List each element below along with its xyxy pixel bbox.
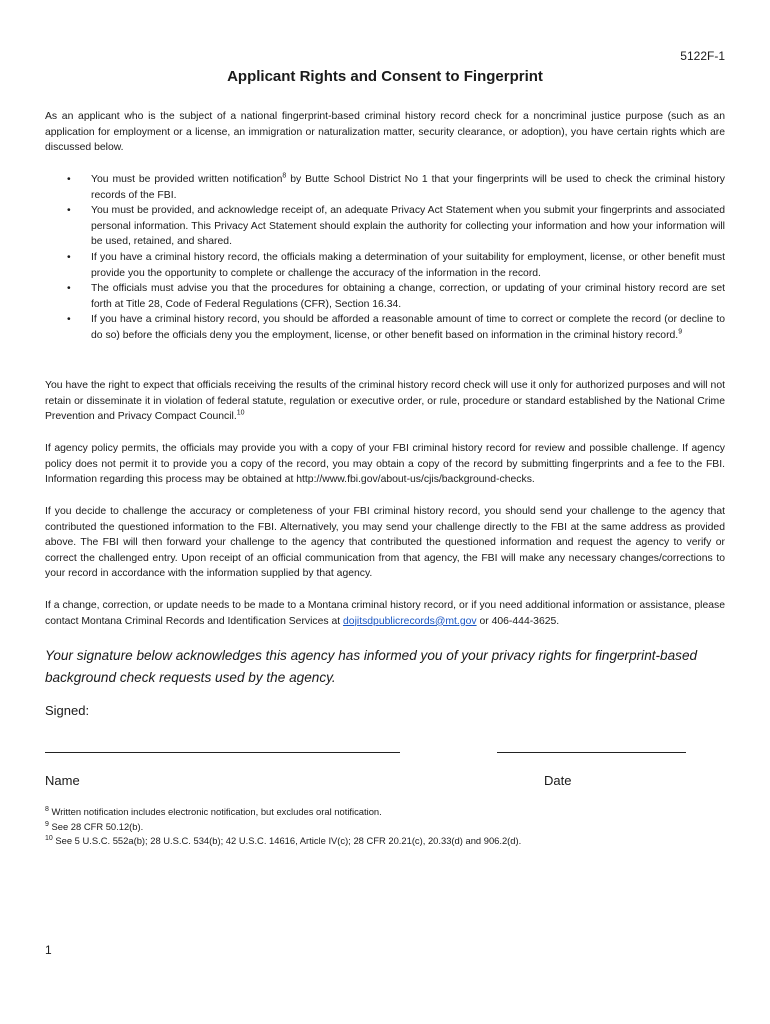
rights-item-text-cont: by Butte School District No 1 that your fingerprints will be used to check the criminal history records of the FBI. xyxy=(91,174,725,201)
footnote-ref: 8 xyxy=(282,172,287,180)
rights-item-text: If you have a criminal history record, the officials making a determination of your suitability for employment, license, or other benefit must provide you the opportunity to complete or challenge the accuracy of the information in the record. xyxy=(91,251,725,279)
rights-item-text: You must be provided, and acknowledge receipt of, an adequate Privacy Act Statement when you submit your fingerprints and associated personal information. This Privacy Act Statement should explain the authority for collecting your information and how your information will be used, retained, and shared. xyxy=(91,205,725,248)
bullet-icon: • xyxy=(67,283,71,295)
rights-list-item xyxy=(45,203,725,250)
rights-list-item xyxy=(45,250,725,281)
record-copy-paragraph: If agency policy permits, the officials may provide you with a copy of your FBI criminal history record for review and possible challenge. If agency policy does not permit it to provide you a copy of the record, you may obtain a copy of the record by submitting fingerprints and a fee to the FBI. Information regarding this process may be obtained at http://www.fbi.gov/about-us/cjis/background-checks. xyxy=(45,443,725,486)
rights-item-text: If you have a criminal history record, you should be afforded a reasonable amount of time to correct or complete the record (or decline to do so) before the officials deny you the employment, license, or other benefit based on information in the criminal history record. xyxy=(91,314,725,341)
date-label: Date xyxy=(544,773,572,788)
footnote-mark: 10 xyxy=(45,834,53,842)
footnotes xyxy=(45,805,725,849)
name-signature-line[interactable] xyxy=(45,752,400,753)
footnote xyxy=(45,834,725,849)
page-title: Applicant Rights and Consent to Fingerprint xyxy=(227,68,543,85)
footnote xyxy=(45,820,725,835)
rights-item-text: You must be provided written notification xyxy=(91,174,283,185)
form-id: 5122F-1 xyxy=(680,49,725,63)
footnote-text: See 5 U.S.C. 552a(b); 28 U.S.C. 534(b); 42 U.S.C. 14616, Article IV(c); 28 CFR 20.21(c), 20.33(d) and 906.2(d). xyxy=(52,835,522,846)
intro-paragraph: As an applicant who is the subject of a national fingerprint-based criminal history record check for a noncriminal justice purpose (such as an application for employment or a license, an immigration or naturalization matter, security clearance, or adoption), you have certain rights which are discussed below. xyxy=(45,111,725,154)
rights-list xyxy=(45,172,725,344)
acknowledgement-statement: Your signature below acknowledges this agency has informed you of your privacy rights for fingerprint-based background check requests used by the agency. xyxy=(45,648,698,685)
rights-item-text: The officials must advise you that the procedures for obtaining a change, correction, or updating of your criminal history record are set forth at Title 28, Code of Federal Regulations (CFR), Section 16.34. xyxy=(91,283,725,310)
date-signature-line[interactable] xyxy=(497,752,686,753)
bullet-icon: • xyxy=(67,314,71,326)
footnote-ref: 9 xyxy=(678,328,683,336)
signed-label: Signed: xyxy=(45,703,90,718)
montana-contact-paragraph xyxy=(45,598,725,629)
footnote xyxy=(45,805,725,820)
footnote-ref: 10 xyxy=(236,409,245,417)
rights-list-item xyxy=(45,312,725,343)
footnote-mark: 9 xyxy=(45,820,49,828)
bullet-icon: • xyxy=(67,205,71,217)
montana-contact-text: If a change, correction, or update needs to be made to a Montana criminal history record, or if you need additional information or assistance, please contact Montana Criminal Records and Identification Services at xyxy=(45,600,725,627)
page-number: 1 xyxy=(45,943,52,957)
footnote-text: See 28 CFR 50.12(b). xyxy=(48,820,144,832)
footnote-text: Written notification includes electronic notification, but excludes oral notification. xyxy=(48,806,382,817)
email-link[interactable]: dojitsdpublicrecords@mt.gov xyxy=(343,615,477,627)
footnote-mark: 8 xyxy=(45,805,49,813)
name-label: Name xyxy=(45,773,80,788)
use-rights-text: You have the right to expect that officials receiving the results of the criminal history record check will use it only for authorized purposes and will not retain or disseminate it in violation of federal statute, regulation or executive order, or rule, procedure or standard established by the National Crime Prevention and Privacy Compact Council. xyxy=(45,380,725,423)
challenge-paragraph: If you decide to challenge the accuracy or completeness of your FBI criminal history record, you should send your challenge to the agency that contributed the questioned information to the FBI. Alternatively, you may send your challenge directly to the FBI at the same address as provided above. The FBI will then forward your challenge to the agency that contributed the questioned information and request the agency to verify or correct the challenged entry. Upon receipt of an official communication from that agency, the FBI will make any necessary changes/corrections to your record in accordance with the information supplied by that agency. xyxy=(45,506,725,580)
montana-contact-phone: or 406-444-3625. xyxy=(476,615,560,627)
rights-list-item xyxy=(45,281,725,312)
use-rights-paragraph xyxy=(45,378,725,425)
rights-list-item xyxy=(45,172,725,203)
bullet-icon: • xyxy=(67,251,71,263)
bullet-icon: • xyxy=(67,174,71,185)
